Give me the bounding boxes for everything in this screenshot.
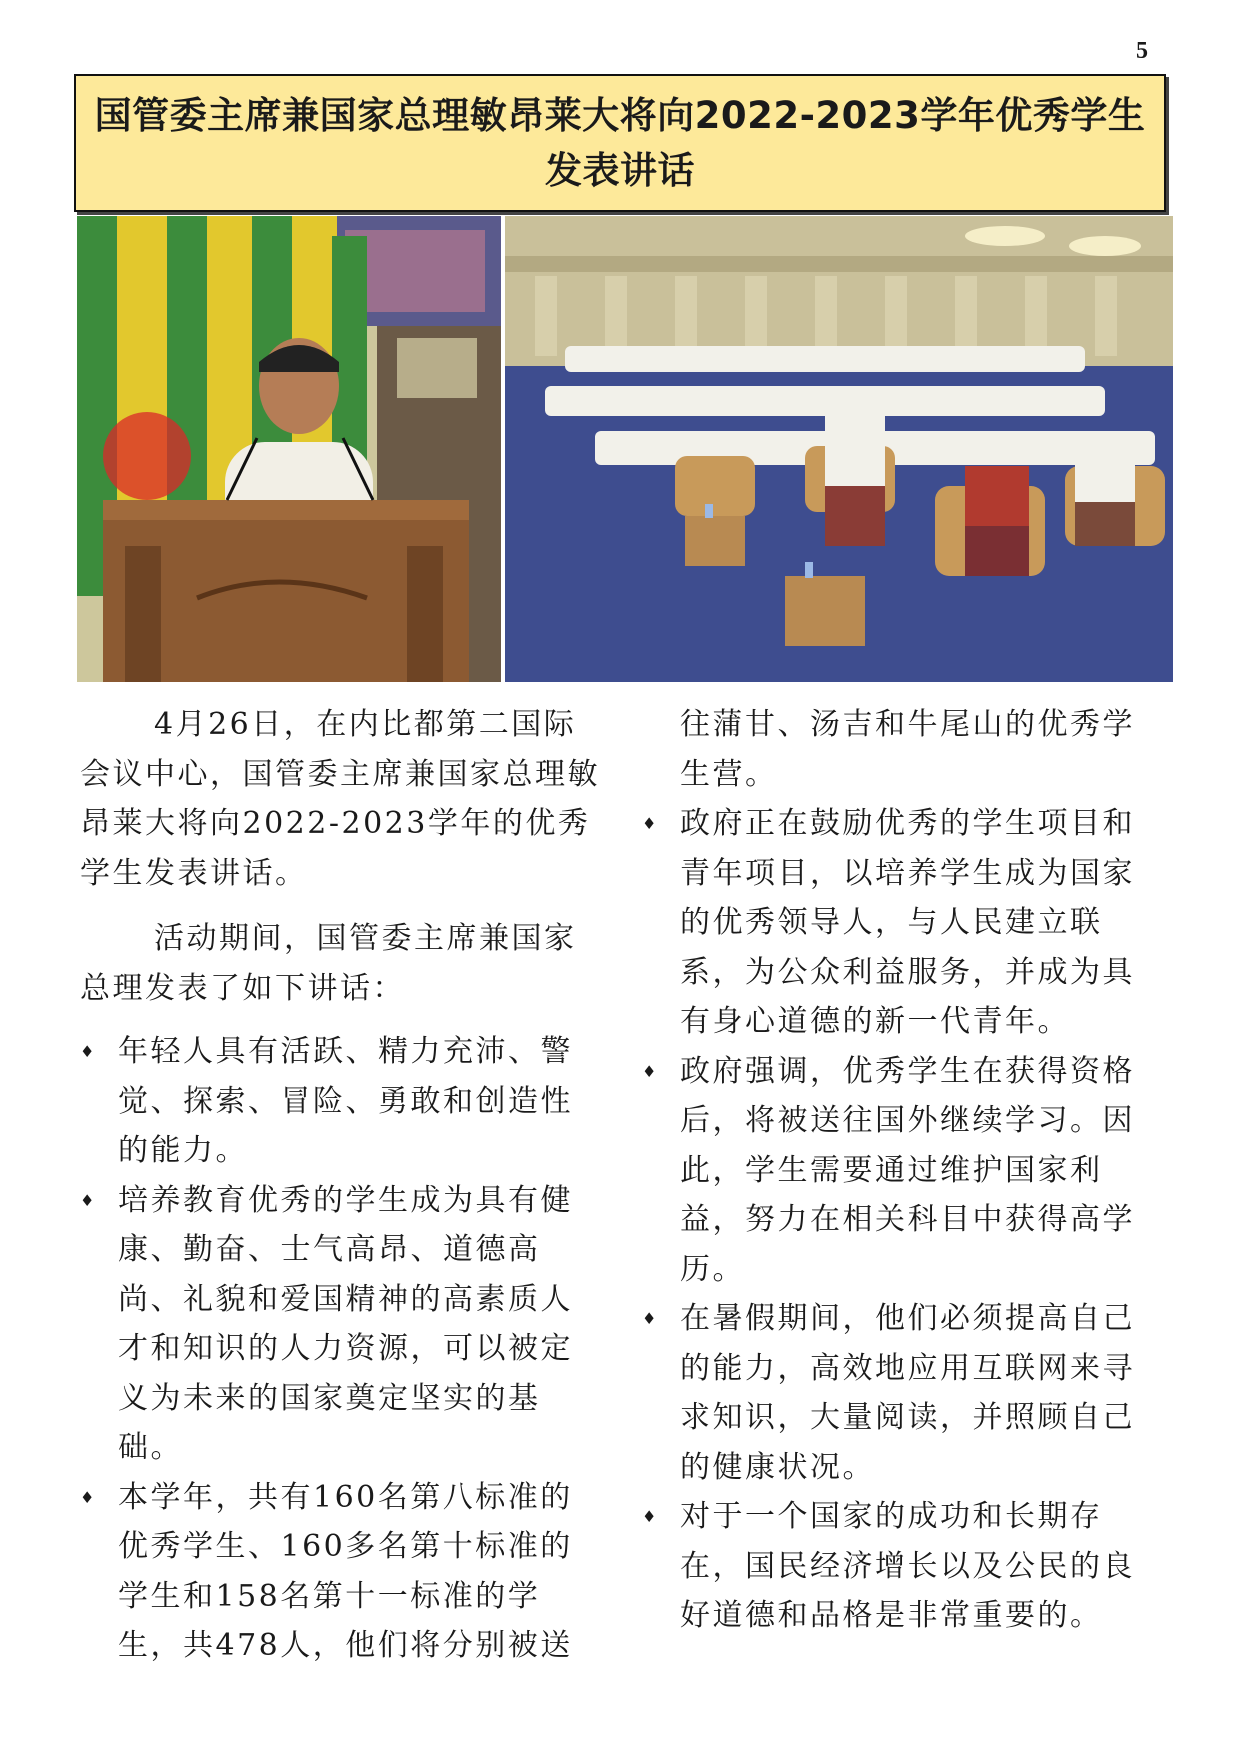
bullet-list-left	[80, 1027, 602, 1671]
bullet-item	[642, 1294, 1166, 1492]
bullet-item	[642, 799, 1166, 1047]
diamond-bullet-icon: ♦	[642, 1507, 659, 1526]
page-number: 5	[1136, 38, 1148, 64]
diamond-bullet-icon: ♦	[80, 1487, 97, 1507]
diamond-bullet-icon: ♦	[80, 1042, 97, 1061]
text-column-left	[80, 700, 602, 1671]
bullet-item	[80, 1176, 602, 1473]
bullet-item	[80, 1473, 602, 1671]
diamond-bullet-icon: ♦	[642, 1061, 659, 1081]
photo-audience	[505, 216, 1173, 682]
bullet-text: 对于一个国家的成功和长期存在，国民经济增长以及公民的良好道德和品格是非常重要的。	[680, 1499, 1135, 1633]
speaker-illustration	[77, 216, 501, 682]
continued-bullet-text: 往蒲甘、汤吉和牛尾山的优秀学生营。	[680, 707, 1135, 792]
bullet-item	[642, 1492, 1166, 1641]
bullet-text: 政府正在鼓励优秀的学生项目和青年项目，以培养学生成为国家的优秀领导人，与人民建立联系，为公众利益服务，并成为具有身心道德的新一代青年。	[680, 806, 1135, 1039]
intro-paragraph-1: 4月26日，在内比都第二国际会议中心，国管委主席兼国家总理敏昂莱大将向2022-2023学年的优秀学生发表讲话。	[80, 707, 600, 891]
bullet-text: 政府强调，优秀学生在获得资格后，将被送往国外继续学习。因此，学生需要通过维护国家利益，努力在相关科目中获得高学历。	[680, 1053, 1135, 1287]
diamond-bullet-icon: ♦	[80, 1190, 97, 1210]
diamond-bullet-icon: ♦	[642, 1309, 659, 1328]
audience-illustration	[505, 216, 1173, 682]
headline: 国管委主席兼国家总理敏昂莱大将向2022-2023学年优秀学生发表讲话	[94, 93, 1146, 192]
bullet-list-right	[642, 799, 1166, 1641]
bullet-text: 培养教育优秀的学生成为具有健康、勤奋、士气高昂、道德高尚、礼貌和爱国精神的高素质人才和知识的人力资源，可以被定义为未来的国家奠定坚实的基础。	[118, 1182, 573, 1465]
bullet-text: 在暑假期间，他们必须提高自己的能力，高效地应用互联网来寻求知识，大量阅读，并照顾自己的健康状况。	[680, 1301, 1135, 1485]
headline-box	[74, 74, 1166, 212]
bullet-text: 年轻人具有活跃、精力充沛、警觉、探索、冒险、勇敢和创造性的能力。	[118, 1034, 573, 1168]
bullet-item	[642, 1047, 1166, 1295]
bullet-text: 本学年，共有160名第八标准的优秀学生、160多名第十标准的学生和158名第十一标准的学生，共478人，他们将分别被送	[118, 1479, 573, 1663]
intro-paragraph-2: 活动期间，国管委主席兼国家总理发表了如下讲话：	[80, 921, 577, 1006]
photo-speaker	[77, 216, 501, 682]
diamond-bullet-icon: ♦	[642, 814, 659, 833]
bullet-item	[80, 1027, 602, 1176]
text-column-right	[642, 700, 1166, 1641]
